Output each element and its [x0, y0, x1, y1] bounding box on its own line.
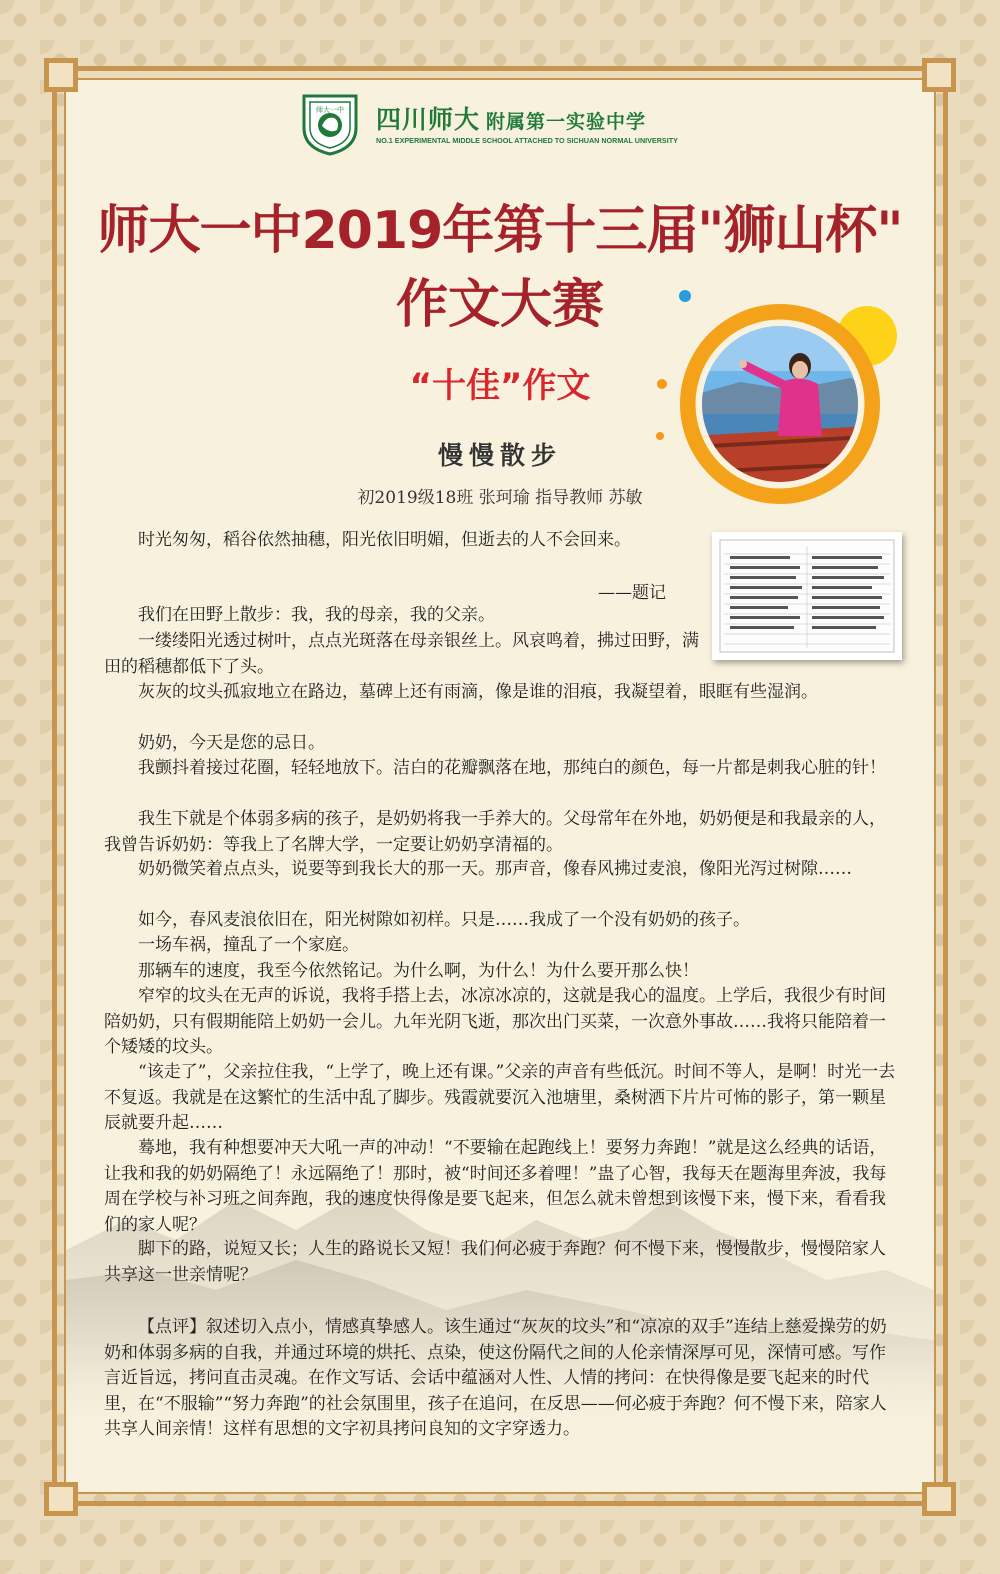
essay-paragraph: 奶奶微笑着点点头，说要等到我长大的那一天。那声音，像春风拂过麦浪，像阳光泻过树隙……	[138, 859, 852, 879]
manuscript-thumbnail	[712, 532, 902, 660]
school-name-en: NO.1 EXPERIMENTAL MIDDLE SCHOOL ATTACHED TO SICHUAN NORMAL UNIVERSITY	[376, 136, 678, 145]
essay-paragraph: 脚下的路，说短又长；人生的路说长又短！我们何必疲于奔跑？何不慢下来，慢慢散步，慢慢陪家人共享这一世亲情呢？	[104, 1239, 886, 1285]
shield-emblem-icon	[300, 90, 360, 156]
epigraph-source: ——题记	[598, 583, 666, 603]
essay-paragraph: 我颤抖着接过花圈，轻轻地放下。洁白的花瓣飘落在地，那纯白的颜色，每一片都是刺我心脏的针！	[138, 758, 886, 778]
frame-corner	[922, 58, 956, 92]
essay-paragraph: 一场车祸，撞乱了一个家庭。	[138, 935, 359, 955]
essay-paragraph: 如今，春风麦浪依旧在，阳光树隙如初样。只是……我成了一个没有奶奶的孩子。	[138, 910, 750, 930]
essay-paragraph: 窄窄的坟头在无声的诉说，我将手搭上去，冰凉冰凉的，这就是我心的温度。上学后，我很少有时间陪奶奶，只有假期能陪上奶奶一会儿。九年光阴飞逝，那次出门买菜，一次意外事故……我将只能陪着一个矮矮的坟头。	[104, 986, 886, 1057]
poster-title-line2: 作文大赛	[395, 275, 604, 335]
school-logo	[300, 90, 700, 160]
poster-subtitle: “十佳”作文	[409, 366, 591, 406]
essay-paragraph: 蓦地，我有种想要冲天大吼一声的冲动！“不要输在起跑线上！要努力奔跑！”就是这么经典的话语，让我和我的奶奶隔绝了！永远隔绝了！那时，被“时间还多着哩！”蛊了心智，我每天在题海里奔波，我每周在学校与补习班之间奔跑，我的速度快得像是要飞起来，但怎么就未曾想到该慢下来，慢下来，看看我们的家人呢？	[104, 1138, 887, 1235]
student-photo	[650, 286, 900, 516]
essay-title: 慢慢散步	[437, 441, 562, 470]
frame-corner	[44, 58, 78, 92]
essay-paragraph: 奶奶，今天是您的忌日。	[138, 733, 325, 753]
essay-paragraph: “该走了”，父亲拉住我，“上学了，晚上还有课。”父亲的声音有些低沉。时间不等人，是啊！时光一去不复返。我就是在这繁忙的生活中乱了脚步。残霞就要沉入池塘里，桑树洒下片片可怖的影子，第一颗星辰就要升起……	[104, 1062, 896, 1133]
svg-text:师大一中: 师大一中	[316, 106, 344, 114]
essay-paragraph: 我们在田野上散步：我，我的母亲，我的父亲。	[138, 605, 495, 625]
essay-paragraph: 我生下就是个体弱多病的孩子，是奶奶将我一手养大的。父母常年在外地，奶奶便是和我最亲的人，我曾告诉奶奶：等我上了名牌大学，一定要让奶奶享清福的。	[104, 809, 886, 855]
essay-epigraph: 时光匆匆，稻谷依然抽穗，阳光依旧明媚，但逝去的人不会回来。	[138, 530, 631, 550]
essay-byline: 初2019级18班 张珂瑜 指导教师 苏敏	[357, 488, 643, 508]
teacher-review: 【点评】叙述切入点小，情感真挚感人。该生通过“灰灰的坟头”和“凉凉的双手”连结上慈爱操劳的奶奶和体弱多病的自我，并通过环境的烘托、点染，使这份隔代之间的人伦亲情深厚可见，深情可感。写作言近旨远，拷问直击灵魂。在作文写话、会话中蕴涵对人性、人情的拷问：在快得像是要飞起来的时代里，在“不服输”“努力奔跑”的社会氛围里，孩子在追问，在反思——何必疲于奔跑？何不慢下来，陪家人共享人间亲情！这样有思想的文字初具拷问良知的文字穿透力。	[104, 1317, 887, 1439]
essay-paragraph: 那辆车的速度，我至今依然铭记。为什么啊，为什么！为什么要开那么快！	[138, 961, 699, 981]
essay-paragraph: 一缕缕阳光透过树叶，点点光斑落在母亲银丝上。风哀鸣着，拂过田野，满田的稻穗都低下了头。	[104, 631, 699, 677]
school-name-cn: 四川师大 附属第一实验中学	[376, 105, 647, 134]
poster-title-line1: 师大一中2019年第十三届"狮山杯"	[97, 201, 903, 261]
essay-paragraph: 灰灰的坟头孤寂地立在路边，墓碑上还有雨滴，像是谁的泪痕，我凝望着，眼眶有些湿润。	[138, 682, 818, 702]
